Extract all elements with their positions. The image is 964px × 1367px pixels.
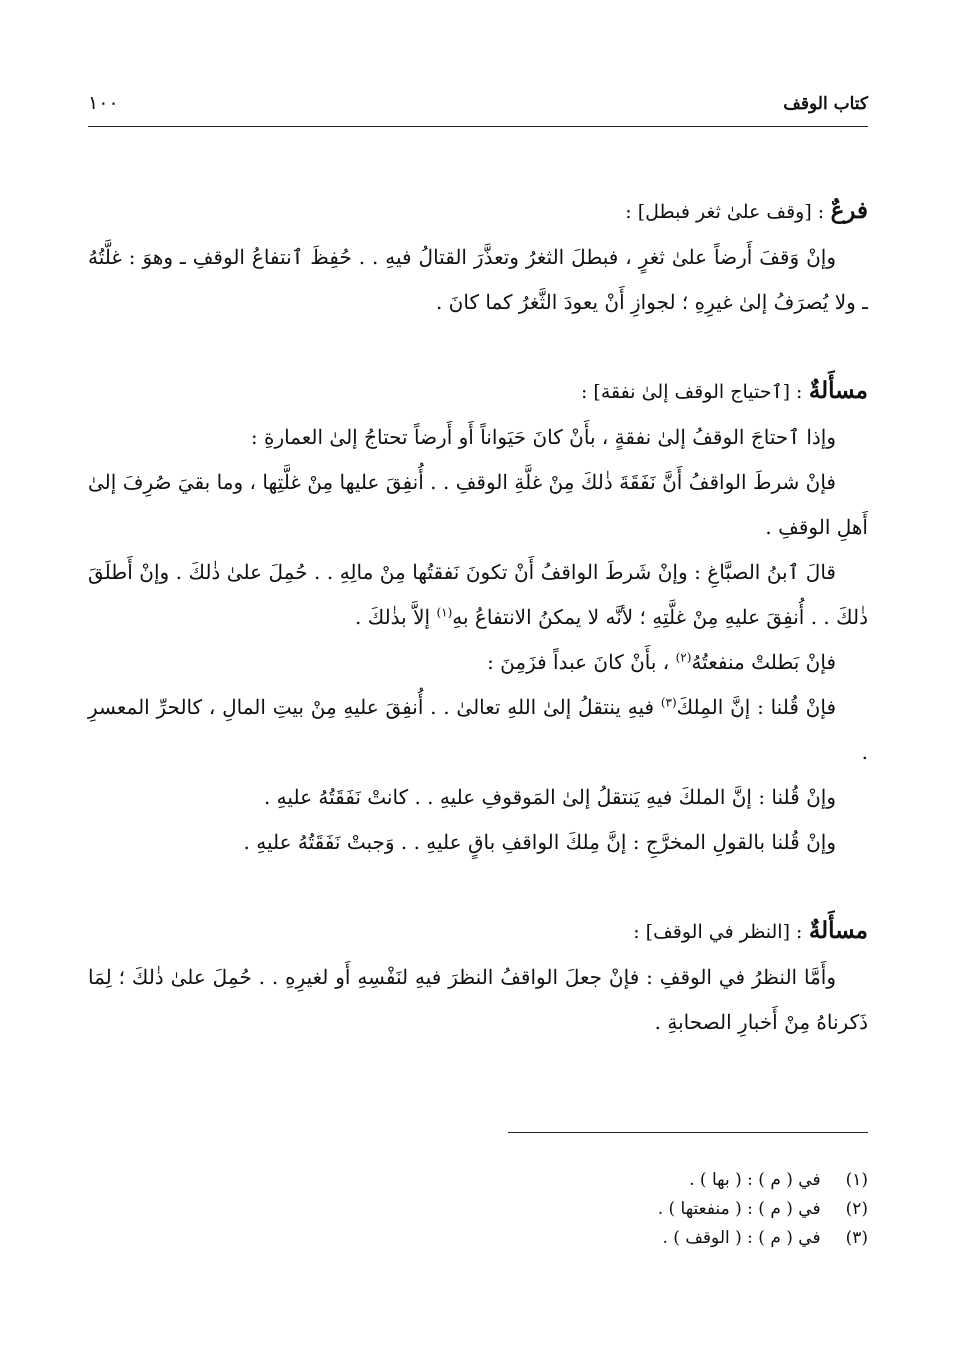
paragraph-text: فإنْ بَطلتْ منفعتُهُ [691,650,836,674]
heading-subtitle: : [النظر في الوقف] : [633,921,803,943]
paragraph-text: ، بأَنْ كانَ عبداً فزَمِنَ : [487,650,670,674]
footnote-reference: (١) [436,605,453,620]
heading-word: مسأَلةٌ [808,377,868,404]
heading-subtitle: : [ٱحتياج الوقف إلىٰ نفقة] : [580,381,803,403]
running-title: كتاب الوقف [783,94,868,114]
page-body [88,188,868,1045]
paragraph: وإذا ٱحتاجَ الوقفُ إلىٰ نفقةٍ ، بأَنْ كانَ حَيَواناً أَو أَرضاً تحتاجُ إلىٰ العمارةِ : [250,425,836,449]
paragraph-text: فيهِ ينتقلُ إلىٰ اللهِ تعالىٰ . . أُنفِقَ عليهِ مِنْ بيتِ المالِ ، كالحرِّ المعسرِ . [88,695,868,764]
paragraph: وإنْ قُلنا بالقولِ المخرَّجِ : إنَّ مِلكَ الواقفِ باقٍ عليهِ . . وَجبتْ نَفَقَتُهُ عليهِ . [243,830,836,854]
paragraph: وأَمَّا النظرُ في الوقفِ : فإنْ جعلَ الواقفُ النظرَ فيهِ لنَفْسِهِ أَو لغيرِهِ . . حُمِلَ علىٰ ذٰلكَ ؛ لِمَا ذَكرناهُ مِنْ أَخبارِ الصحابةِ . [88,965,868,1034]
paragraph [88,640,868,685]
paragraph: وإنْ وَقفَ أَرضاً علىٰ ثغرٍ ، فبطلَ الثغرُ وتعذَّرَ القتالُ فيهِ . . حُفِظَ ٱنتفاعُ الوقفِ ـ وهوَ : غلَّتُهُ ـ ولا يُصرَفُ إلىٰ غيرِهِ ؛ لجوازِ أَنْ يعودَ الثَّغرُ كما كانَ . [88,245,868,314]
footnote-reference: (٢) [675,650,692,665]
footnote-number: (١) [845,1170,868,1190]
book-page [88,0,868,1367]
footnotes [88,1166,868,1253]
footnote-separator [508,1132,868,1133]
paragraph: فإنْ شرطَ الواقفُ أَنَّ نَفَقَةَ ذٰلكَ مِنْ غلَّةِ الوقفِ . . أُنفِقَ عليها مِنْ غلَّتِها ، وما بقيَ صُرِفَ إلىٰ أَهلِ الوقفِ . [88,470,868,539]
paragraph [88,685,868,775]
paragraph-text: قالَ ٱبنُ الصبَّاغِ : وإنْ شَرطَ الواقفُ أَنْ تكونَ نَفقتُها مِنْ مالِهِ . . حُمِلَ علىٰ ذٰلكَ . وإنْ أَطلَقَ ذٰلكَ . . أُنفِقَ عليهِ مِنْ غلَّتِهِ ؛ لأنَّه لا يمكنُ الانتفاعُ بهِ [88,560,868,629]
footnote-text: في ( م ) : ( بها ) . [689,1170,821,1190]
footnote [88,1224,868,1253]
section-gap [88,865,868,908]
section-heading [88,188,868,235]
heading-word: فرعٌ [830,197,868,224]
paragraph-text: فإنْ قُلنا : إنَّ المِلكَ [676,695,836,719]
section-gap [88,325,868,368]
paragraph-text: إلاَّ بذٰلكَ . [355,605,431,629]
heading-word: مسأَلةٌ [808,917,868,944]
footnote [88,1195,868,1224]
footnote-number: (٣) [845,1228,868,1248]
page-number: ١٠٠ [88,92,119,114]
heading-subtitle: : [وقف علىٰ ثغر فبطل] : [625,201,825,223]
footnote [88,1166,868,1195]
footnote-reference: (٣) [660,695,677,710]
footnote-text: في ( م ) : ( الوقف ) . [662,1228,821,1248]
paragraph: وإنْ قُلنا : إنَّ الملكَ فيهِ يَنتقلُ إلىٰ المَوقوفِ عليهِ . . كانتْ نَفَقَتُهُ عليهِ . [263,785,836,809]
section-heading [88,908,868,955]
footnote-number: (٢) [845,1199,868,1219]
page-header [88,90,868,127]
section-heading [88,368,868,415]
paragraph [88,550,868,640]
footnote-text: في ( م ) : ( منفعتها ) . [657,1199,821,1219]
